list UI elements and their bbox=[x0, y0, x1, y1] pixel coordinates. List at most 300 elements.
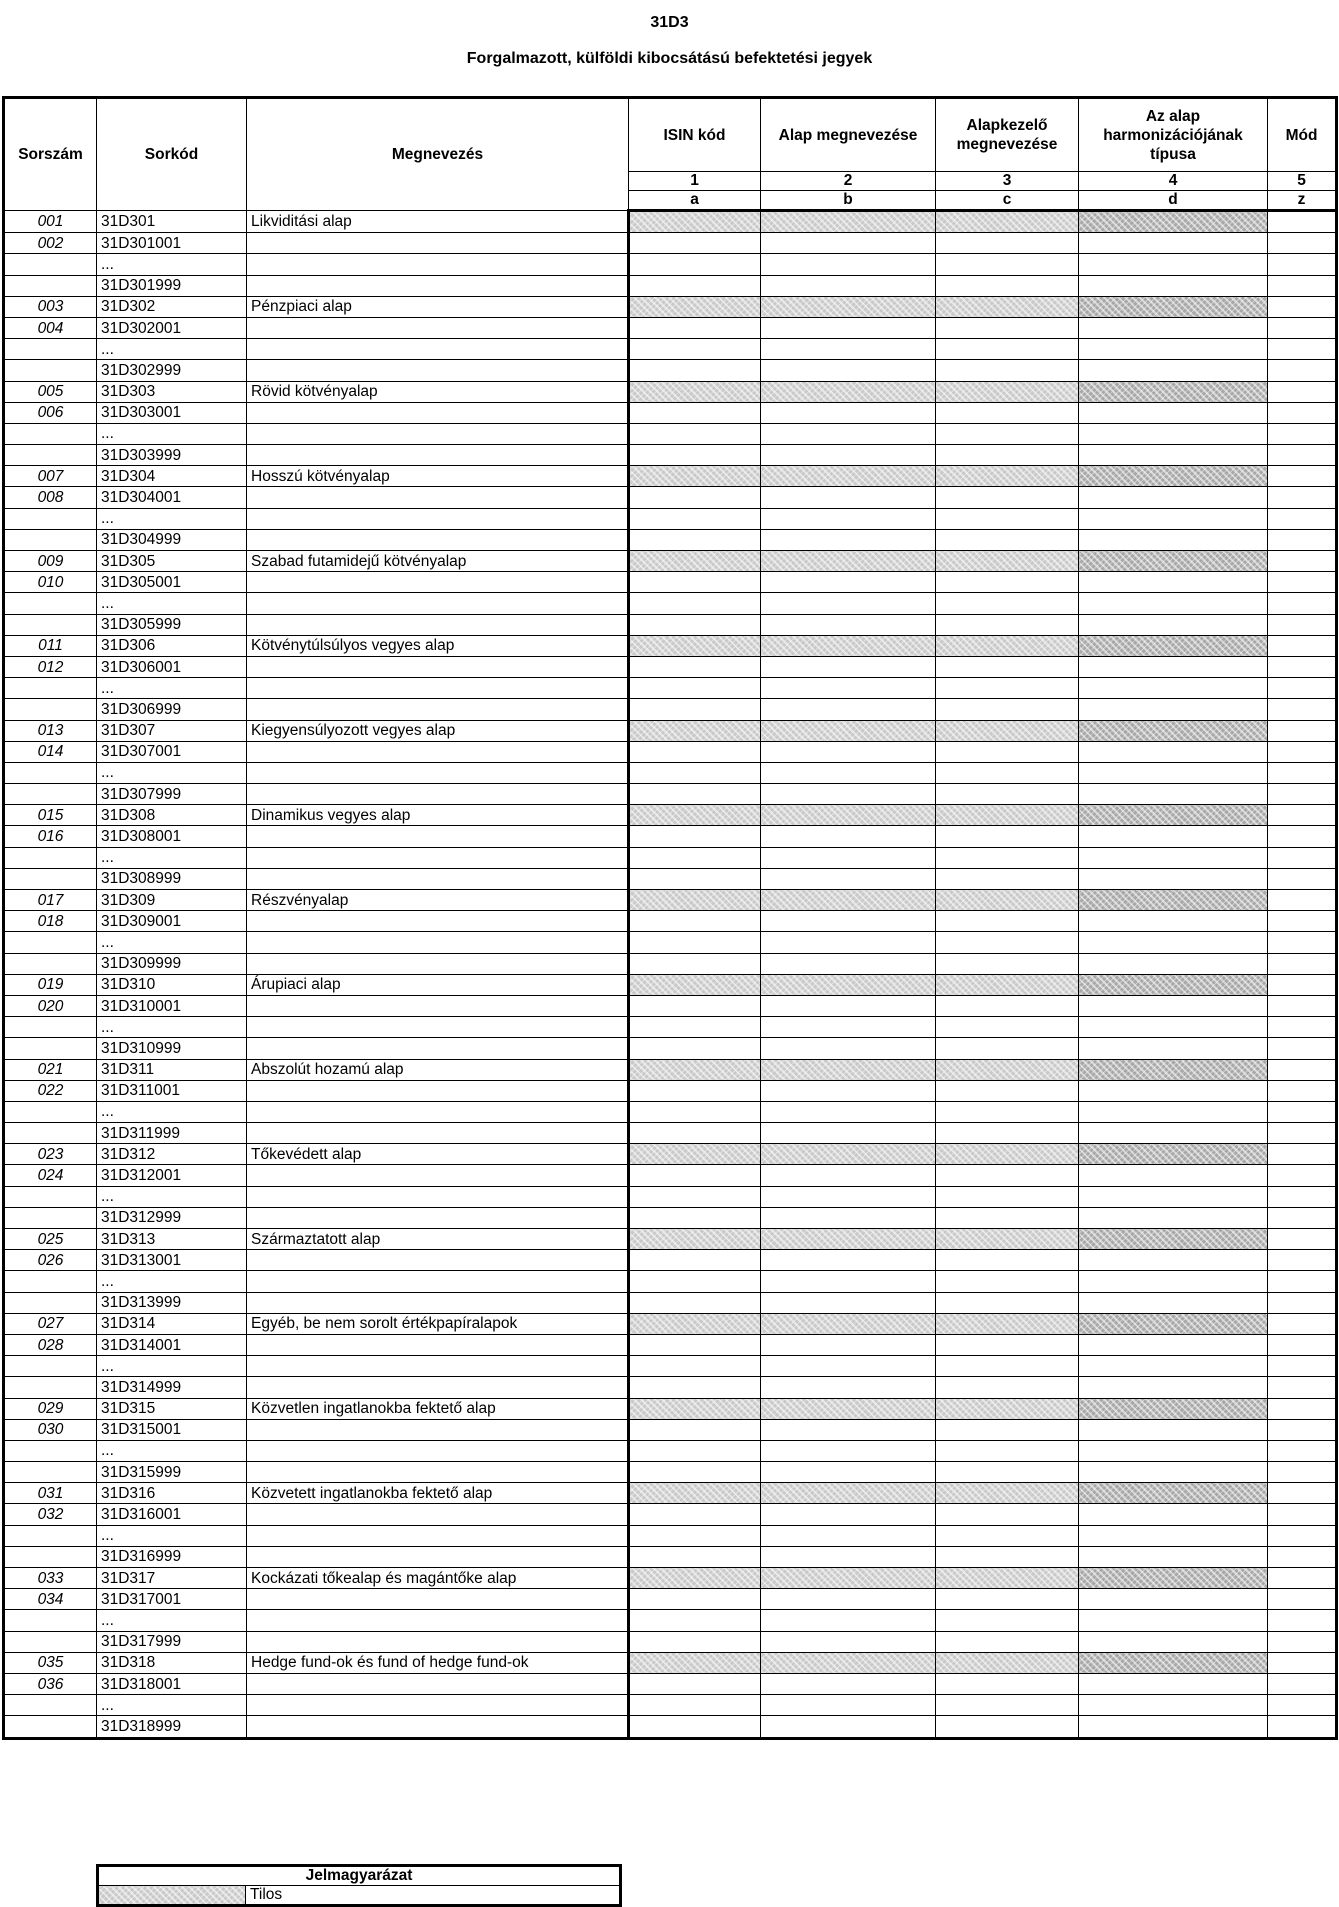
header-sorszam: Sorszám bbox=[4, 98, 97, 211]
alap-megnevezese-cell[interactable] bbox=[761, 868, 936, 889]
alapkezelo-cell[interactable] bbox=[936, 275, 1079, 296]
harmonizacio-cell[interactable] bbox=[1079, 1504, 1268, 1525]
isin-cell[interactable] bbox=[629, 233, 761, 254]
mod-cell[interactable] bbox=[1268, 1525, 1337, 1546]
alap-megnevezese-cell[interactable] bbox=[761, 275, 936, 296]
harmonizacio-cell[interactable] bbox=[1079, 1292, 1268, 1313]
isin-cell[interactable] bbox=[629, 1271, 761, 1292]
mod-cell[interactable] bbox=[1268, 1334, 1337, 1355]
harmonizacio-cell[interactable] bbox=[1079, 1017, 1268, 1038]
harmonizacio-cell[interactable] bbox=[1079, 1334, 1268, 1355]
harmonizacio-cell[interactable] bbox=[1079, 1589, 1268, 1610]
alap-megnevezese-cell[interactable] bbox=[761, 1292, 936, 1313]
alapkezelo-cell[interactable] bbox=[936, 1440, 1079, 1461]
alap-megnevezese-cell[interactable] bbox=[761, 1356, 936, 1377]
harmonizacio-cell[interactable] bbox=[1079, 847, 1268, 868]
alapkezelo-cell[interactable] bbox=[936, 847, 1079, 868]
alap-megnevezese-cell[interactable] bbox=[761, 784, 936, 805]
isin-cell[interactable] bbox=[629, 911, 761, 932]
row-sorszam bbox=[4, 762, 97, 783]
alap-megnevezese-cell[interactable] bbox=[761, 826, 936, 847]
row-sorszam: 010 bbox=[4, 572, 97, 593]
isin-cell[interactable] bbox=[629, 1186, 761, 1207]
harmonizacio-cell[interactable] bbox=[1079, 741, 1268, 762]
alap-megnevezese-cell[interactable] bbox=[761, 572, 936, 593]
isin-cell[interactable] bbox=[629, 1525, 761, 1546]
harmonizacio-cell[interactable] bbox=[1079, 762, 1268, 783]
alap-megnevezese-cell[interactable] bbox=[761, 741, 936, 762]
harmonizacio-cell[interactable] bbox=[1079, 868, 1268, 889]
isin-cell[interactable] bbox=[629, 1716, 761, 1738]
alap-megnevezese-cell[interactable] bbox=[761, 614, 936, 635]
harmonizacio-cell[interactable] bbox=[1079, 360, 1268, 381]
mod-cell[interactable] bbox=[1268, 360, 1337, 381]
isin-cell[interactable] bbox=[629, 1250, 761, 1271]
harmonizacio-cell[interactable] bbox=[1079, 275, 1268, 296]
mod-cell[interactable] bbox=[1268, 275, 1337, 296]
alap-megnevezese-cell[interactable] bbox=[761, 360, 936, 381]
alap-megnevezese-cell[interactable] bbox=[761, 762, 936, 783]
isin-cell[interactable] bbox=[629, 1038, 761, 1059]
alapkezelo-cell[interactable] bbox=[936, 995, 1079, 1016]
isin-cell[interactable] bbox=[629, 1334, 761, 1355]
mod-cell[interactable] bbox=[1268, 911, 1337, 932]
row-sorkod: 31D316 bbox=[97, 1483, 247, 1504]
mod-cell[interactable] bbox=[1268, 932, 1337, 953]
mod-cell[interactable] bbox=[1268, 1695, 1337, 1716]
alapkezelo-cell[interactable] bbox=[936, 360, 1079, 381]
mod-cell[interactable] bbox=[1268, 1101, 1337, 1122]
harmonizacio-cell[interactable] bbox=[1079, 1080, 1268, 1101]
alapkezelo-cell[interactable] bbox=[936, 593, 1079, 614]
harmonizacio-cell[interactable] bbox=[1079, 1546, 1268, 1567]
alap-megnevezese-cell[interactable] bbox=[761, 911, 936, 932]
mod-cell[interactable] bbox=[1268, 529, 1337, 550]
alap-megnevezese-cell[interactable] bbox=[761, 953, 936, 974]
harmonizacio-cell[interactable] bbox=[1079, 1207, 1268, 1228]
row-sorkod: 31D309001 bbox=[97, 911, 247, 932]
alapkezelo-cell[interactable] bbox=[936, 254, 1079, 275]
row-sorkod: 31D306 bbox=[97, 635, 247, 656]
harmonizacio-cell[interactable] bbox=[1079, 1716, 1268, 1738]
row-sorszam bbox=[4, 360, 97, 381]
alap-megnevezese-cell[interactable] bbox=[761, 995, 936, 1016]
mod-cell[interactable] bbox=[1268, 953, 1337, 974]
alap-megnevezese-cell[interactable] bbox=[761, 847, 936, 868]
harmonizacio-cell[interactable] bbox=[1079, 1631, 1268, 1652]
isin-cell[interactable] bbox=[629, 593, 761, 614]
harmonizacio-cell[interactable] bbox=[1079, 254, 1268, 275]
row-sorkod: 31D301 bbox=[97, 211, 247, 233]
harmonizacio-cell[interactable] bbox=[1079, 1101, 1268, 1122]
row-sorszam bbox=[4, 529, 97, 550]
isin-cell bbox=[629, 890, 761, 911]
alapkezelo-cell[interactable] bbox=[936, 1546, 1079, 1567]
harmonizacio-cell[interactable] bbox=[1079, 508, 1268, 529]
isin-cell[interactable] bbox=[629, 1356, 761, 1377]
row-sorkod: 31D309 bbox=[97, 890, 247, 911]
harmonizacio-cell[interactable] bbox=[1079, 699, 1268, 720]
alap-megnevezese-cell[interactable] bbox=[761, 423, 936, 444]
alap-megnevezese-cell[interactable] bbox=[761, 1250, 936, 1271]
alapkezelo-cell[interactable] bbox=[936, 1186, 1079, 1207]
alapkezelo-cell[interactable] bbox=[936, 445, 1079, 466]
mod-cell[interactable] bbox=[1268, 762, 1337, 783]
row-sorszam bbox=[4, 1292, 97, 1313]
alap-megnevezese-cell[interactable] bbox=[761, 1165, 936, 1186]
harmonizacio-cell[interactable] bbox=[1079, 572, 1268, 593]
isin-cell[interactable] bbox=[629, 1419, 761, 1440]
harmonizacio-cell[interactable] bbox=[1079, 678, 1268, 699]
mod-cell[interactable] bbox=[1268, 1271, 1337, 1292]
alapkezelo-cell[interactable] bbox=[936, 1080, 1079, 1101]
harmonizacio-cell[interactable] bbox=[1079, 1462, 1268, 1483]
isin-cell[interactable] bbox=[629, 360, 761, 381]
alap-megnevezese-cell[interactable] bbox=[761, 1186, 936, 1207]
alap-megnevezese-cell[interactable] bbox=[761, 445, 936, 466]
isin-cell[interactable] bbox=[629, 741, 761, 762]
table-row bbox=[4, 317, 1337, 338]
mod-cell[interactable] bbox=[1268, 868, 1337, 889]
alapkezelo-cell[interactable] bbox=[936, 784, 1079, 805]
alapkezelo-cell[interactable] bbox=[936, 1356, 1079, 1377]
alapkezelo-cell[interactable] bbox=[936, 1017, 1079, 1038]
harmonizacio-cell[interactable] bbox=[1079, 784, 1268, 805]
isin-cell[interactable] bbox=[629, 678, 761, 699]
harmonizacio-cell[interactable] bbox=[1079, 995, 1268, 1016]
alap-megnevezese-cell[interactable] bbox=[761, 1038, 936, 1059]
alapkezelo-cell[interactable] bbox=[936, 233, 1079, 254]
mod-cell[interactable] bbox=[1268, 614, 1337, 635]
isin-cell[interactable] bbox=[629, 1440, 761, 1461]
table-row bbox=[4, 868, 1337, 889]
mod-cell[interactable] bbox=[1268, 572, 1337, 593]
alapkezelo-cell[interactable] bbox=[936, 1716, 1079, 1738]
alap-megnevezese-cell[interactable] bbox=[761, 1695, 936, 1716]
isin-cell[interactable] bbox=[629, 487, 761, 508]
isin-cell[interactable] bbox=[629, 1207, 761, 1228]
isin-cell[interactable] bbox=[629, 932, 761, 953]
isin-cell[interactable] bbox=[629, 699, 761, 720]
harmonizacio-cell[interactable] bbox=[1079, 932, 1268, 953]
mod-cell[interactable] bbox=[1268, 847, 1337, 868]
mod-cell[interactable] bbox=[1268, 402, 1337, 423]
row-sorkod: 31D314 bbox=[97, 1313, 247, 1334]
isin-cell[interactable] bbox=[629, 784, 761, 805]
isin-cell[interactable] bbox=[629, 1695, 761, 1716]
isin-cell[interactable] bbox=[629, 953, 761, 974]
alap-megnevezese-cell[interactable] bbox=[761, 402, 936, 423]
row-sorkod: 31D308001 bbox=[97, 826, 247, 847]
row-sorszam bbox=[4, 847, 97, 868]
alapkezelo-cell[interactable] bbox=[936, 529, 1079, 550]
alapkezelo-cell[interactable] bbox=[936, 1589, 1079, 1610]
isin-cell[interactable] bbox=[629, 1101, 761, 1122]
isin-cell[interactable] bbox=[629, 508, 761, 529]
isin-cell[interactable] bbox=[629, 1292, 761, 1313]
mod-cell[interactable] bbox=[1268, 1419, 1337, 1440]
mod-cell[interactable] bbox=[1268, 423, 1337, 444]
mod-cell[interactable] bbox=[1268, 1292, 1337, 1313]
mod-cell[interactable] bbox=[1268, 1504, 1337, 1525]
mod-cell[interactable] bbox=[1268, 1589, 1337, 1610]
isin-cell[interactable] bbox=[629, 529, 761, 550]
row-megnevezes bbox=[247, 593, 629, 614]
alap-megnevezese-cell[interactable] bbox=[761, 529, 936, 550]
isin-cell[interactable] bbox=[629, 826, 761, 847]
harmonizacio-cell[interactable] bbox=[1079, 1695, 1268, 1716]
alap-megnevezese-cell[interactable] bbox=[761, 1525, 936, 1546]
alap-megnevezese-cell[interactable] bbox=[761, 1377, 936, 1398]
row-sorszam bbox=[4, 868, 97, 889]
mod-cell[interactable] bbox=[1268, 995, 1337, 1016]
alapkezelo-cell[interactable] bbox=[936, 1271, 1079, 1292]
harmonizacio-cell[interactable] bbox=[1079, 1356, 1268, 1377]
alapkezelo-cell[interactable] bbox=[936, 1334, 1079, 1355]
alapkezelo-cell[interactable] bbox=[936, 317, 1079, 338]
alapkezelo-cell[interactable] bbox=[936, 339, 1079, 360]
alap-megnevezese-cell[interactable] bbox=[761, 1546, 936, 1567]
alapkezelo-cell[interactable] bbox=[936, 1631, 1079, 1652]
alap-megnevezese-cell[interactable] bbox=[761, 678, 936, 699]
alap-megnevezese-cell[interactable] bbox=[761, 656, 936, 677]
harmonizacio-cell[interactable] bbox=[1079, 487, 1268, 508]
mod-cell[interactable] bbox=[1268, 1250, 1337, 1271]
mod-cell[interactable] bbox=[1268, 1017, 1337, 1038]
isin-cell[interactable] bbox=[629, 1165, 761, 1186]
alap-megnevezese-cell[interactable] bbox=[761, 932, 936, 953]
alapkezelo-cell[interactable] bbox=[936, 572, 1079, 593]
alapkezelo-cell[interactable] bbox=[936, 826, 1079, 847]
isin-cell[interactable] bbox=[629, 1546, 761, 1567]
harmonizacio-cell[interactable] bbox=[1079, 529, 1268, 550]
harmonizacio-cell[interactable] bbox=[1079, 423, 1268, 444]
mod-cell[interactable] bbox=[1268, 784, 1337, 805]
alap-megnevezese-cell[interactable] bbox=[761, 317, 936, 338]
alapkezelo-cell[interactable] bbox=[936, 953, 1079, 974]
mod-cell[interactable] bbox=[1268, 656, 1337, 677]
isin-cell[interactable] bbox=[629, 339, 761, 360]
alap-megnevezese-cell[interactable] bbox=[761, 1080, 936, 1101]
alap-megnevezese-cell[interactable] bbox=[761, 1271, 936, 1292]
isin-cell[interactable] bbox=[629, 847, 761, 868]
mod-cell[interactable] bbox=[1268, 1440, 1337, 1461]
alapkezelo-cell[interactable] bbox=[936, 1207, 1079, 1228]
alapkezelo-cell[interactable] bbox=[936, 1610, 1079, 1631]
mod-cell[interactable] bbox=[1268, 1546, 1337, 1567]
harmonizacio-cell[interactable] bbox=[1079, 233, 1268, 254]
harmonizacio-cell[interactable] bbox=[1079, 656, 1268, 677]
alap-megnevezese-cell[interactable] bbox=[761, 1504, 936, 1525]
alapkezelo-cell[interactable] bbox=[936, 1123, 1079, 1144]
alapkezelo-cell[interactable] bbox=[936, 1165, 1079, 1186]
harmonizacio-cell[interactable] bbox=[1079, 614, 1268, 635]
harmonizacio-cell[interactable] bbox=[1079, 1525, 1268, 1546]
alapkezelo-cell[interactable] bbox=[936, 423, 1079, 444]
alapkezelo-cell[interactable] bbox=[936, 402, 1079, 423]
alap-megnevezese-cell[interactable] bbox=[761, 1334, 936, 1355]
isin-cell[interactable] bbox=[629, 1673, 761, 1694]
isin-cell[interactable] bbox=[629, 1504, 761, 1525]
harmonizacio-cell[interactable] bbox=[1079, 1186, 1268, 1207]
row-sorszam bbox=[4, 953, 97, 974]
mod-cell[interactable] bbox=[1268, 1462, 1337, 1483]
mod-cell[interactable] bbox=[1268, 826, 1337, 847]
alapkezelo-cell[interactable] bbox=[936, 1377, 1079, 1398]
alapkezelo-cell[interactable] bbox=[936, 911, 1079, 932]
alap-megnevezese-cell[interactable] bbox=[761, 508, 936, 529]
alapkezelo-cell[interactable] bbox=[936, 1038, 1079, 1059]
alap-megnevezese-cell[interactable] bbox=[761, 1589, 936, 1610]
row-sorszam: 029 bbox=[4, 1398, 97, 1419]
isin-cell[interactable] bbox=[629, 1080, 761, 1101]
harmonizacio-cell[interactable] bbox=[1079, 911, 1268, 932]
alapkezelo-cell[interactable] bbox=[936, 1525, 1079, 1546]
harmonizacio-cell[interactable] bbox=[1079, 1419, 1268, 1440]
mod-cell[interactable] bbox=[1268, 1610, 1337, 1631]
mod-cell[interactable] bbox=[1268, 678, 1337, 699]
mod-cell[interactable] bbox=[1268, 1186, 1337, 1207]
mod-cell[interactable] bbox=[1268, 1165, 1337, 1186]
alapkezelo-cell[interactable] bbox=[936, 1695, 1079, 1716]
alapkezelo-cell[interactable] bbox=[936, 741, 1079, 762]
mod-cell[interactable] bbox=[1268, 487, 1337, 508]
alap-megnevezese-cell[interactable] bbox=[761, 1419, 936, 1440]
isin-cell[interactable] bbox=[629, 423, 761, 444]
mod-cell[interactable] bbox=[1268, 1377, 1337, 1398]
isin-cell[interactable] bbox=[629, 1610, 761, 1631]
alapkezelo-cell[interactable] bbox=[936, 614, 1079, 635]
isin-cell[interactable] bbox=[629, 275, 761, 296]
harmonizacio-cell[interactable] bbox=[1079, 593, 1268, 614]
mod-cell[interactable] bbox=[1268, 317, 1337, 338]
harmonizacio-cell[interactable] bbox=[1079, 1673, 1268, 1694]
isin-cell[interactable] bbox=[629, 1377, 761, 1398]
harmonizacio-cell[interactable] bbox=[1079, 339, 1268, 360]
isin-cell[interactable] bbox=[629, 995, 761, 1016]
mod-cell[interactable] bbox=[1268, 1716, 1337, 1738]
alapkezelo-cell[interactable] bbox=[936, 1419, 1079, 1440]
harmonizacio-cell[interactable] bbox=[1079, 953, 1268, 974]
row-sorkod: 31D311 bbox=[97, 1059, 247, 1080]
harmonizacio-cell[interactable] bbox=[1079, 1271, 1268, 1292]
harmonizacio-cell[interactable] bbox=[1079, 402, 1268, 423]
isin-cell[interactable] bbox=[629, 1462, 761, 1483]
alapkezelo-cell[interactable] bbox=[936, 932, 1079, 953]
isin-cell[interactable] bbox=[629, 445, 761, 466]
mod-cell[interactable] bbox=[1268, 233, 1337, 254]
mod-cell[interactable] bbox=[1268, 1631, 1337, 1652]
alap-megnevezese-cell[interactable] bbox=[761, 593, 936, 614]
harmonizacio-cell[interactable] bbox=[1079, 1165, 1268, 1186]
alap-megnevezese-cell[interactable] bbox=[761, 254, 936, 275]
mod-cell[interactable] bbox=[1268, 1673, 1337, 1694]
harmonizacio-cell[interactable] bbox=[1079, 1250, 1268, 1271]
alapkezelo-cell bbox=[936, 1313, 1079, 1334]
mod-cell[interactable] bbox=[1268, 593, 1337, 614]
alapkezelo-cell[interactable] bbox=[936, 508, 1079, 529]
isin-cell[interactable] bbox=[629, 762, 761, 783]
isin-cell[interactable] bbox=[629, 1017, 761, 1038]
alapkezelo-cell[interactable] bbox=[936, 868, 1079, 889]
mod-cell[interactable] bbox=[1268, 339, 1337, 360]
alap-megnevezese-cell[interactable] bbox=[761, 1207, 936, 1228]
alap-megnevezese-cell[interactable] bbox=[761, 1673, 936, 1694]
alap-megnevezese-cell[interactable] bbox=[761, 1440, 936, 1461]
isin-cell bbox=[629, 805, 761, 826]
harmonizacio-cell[interactable] bbox=[1079, 1610, 1268, 1631]
alap-megnevezese-cell[interactable] bbox=[761, 233, 936, 254]
isin-cell[interactable] bbox=[629, 868, 761, 889]
isin-cell[interactable] bbox=[629, 614, 761, 635]
mod-cell[interactable] bbox=[1268, 1356, 1337, 1377]
alapkezelo-cell[interactable] bbox=[936, 1101, 1079, 1122]
row-sorkod: 31D312 bbox=[97, 1144, 247, 1165]
alap-megnevezese-cell[interactable] bbox=[761, 339, 936, 360]
row-sorszam: 001 bbox=[4, 211, 97, 233]
isin-cell[interactable] bbox=[629, 254, 761, 275]
mod-cell[interactable] bbox=[1268, 1080, 1337, 1101]
alapkezelo-cell[interactable] bbox=[936, 656, 1079, 677]
isin-cell[interactable] bbox=[629, 1123, 761, 1144]
alap-megnevezese-cell[interactable] bbox=[761, 1610, 936, 1631]
alapkezelo-cell[interactable] bbox=[936, 487, 1079, 508]
mod-cell[interactable] bbox=[1268, 508, 1337, 529]
harmonizacio-cell[interactable] bbox=[1079, 1377, 1268, 1398]
alapkezelo-cell[interactable] bbox=[936, 1504, 1079, 1525]
mod-cell[interactable] bbox=[1268, 699, 1337, 720]
mod-cell[interactable] bbox=[1268, 1207, 1337, 1228]
isin-cell[interactable] bbox=[629, 1589, 761, 1610]
alapkezelo-cell[interactable] bbox=[936, 678, 1079, 699]
mod-cell[interactable] bbox=[1268, 741, 1337, 762]
alapkezelo-cell[interactable] bbox=[936, 699, 1079, 720]
alap-megnevezese-cell[interactable] bbox=[761, 1462, 936, 1483]
harmonizacio-cell[interactable] bbox=[1079, 317, 1268, 338]
mod-cell[interactable] bbox=[1268, 1038, 1337, 1059]
alapkezelo-cell[interactable] bbox=[936, 1462, 1079, 1483]
harmonizacio-cell[interactable] bbox=[1079, 1440, 1268, 1461]
alap-megnevezese-cell[interactable] bbox=[761, 1631, 936, 1652]
alap-megnevezese-cell[interactable] bbox=[761, 1017, 936, 1038]
isin-cell[interactable] bbox=[629, 1631, 761, 1652]
harmonizacio-cell[interactable] bbox=[1079, 1123, 1268, 1144]
isin-cell[interactable] bbox=[629, 402, 761, 423]
mod-cell[interactable] bbox=[1268, 445, 1337, 466]
alapkezelo-cell[interactable] bbox=[936, 1250, 1079, 1271]
alap-megnevezese-cell bbox=[761, 1059, 936, 1080]
table-row bbox=[4, 593, 1337, 614]
harmonizacio-cell bbox=[1079, 381, 1268, 402]
alap-megnevezese-cell[interactable] bbox=[761, 1716, 936, 1738]
isin-cell[interactable] bbox=[629, 317, 761, 338]
alap-megnevezese-cell[interactable] bbox=[761, 1101, 936, 1122]
alap-megnevezese-cell[interactable] bbox=[761, 699, 936, 720]
alapkezelo-cell[interactable] bbox=[936, 1673, 1079, 1694]
harmonizacio-cell[interactable] bbox=[1079, 1038, 1268, 1059]
alap-megnevezese-cell[interactable] bbox=[761, 487, 936, 508]
harmonizacio-cell[interactable] bbox=[1079, 826, 1268, 847]
isin-cell[interactable] bbox=[629, 656, 761, 677]
mod-cell[interactable] bbox=[1268, 1123, 1337, 1144]
isin-cell[interactable] bbox=[629, 572, 761, 593]
alap-megnevezese-cell[interactable] bbox=[761, 1123, 936, 1144]
alapkezelo-cell[interactable] bbox=[936, 762, 1079, 783]
alapkezelo-cell[interactable] bbox=[936, 1292, 1079, 1313]
mod-cell[interactable] bbox=[1268, 254, 1337, 275]
table-row bbox=[4, 529, 1337, 550]
harmonizacio-cell[interactable] bbox=[1079, 445, 1268, 466]
